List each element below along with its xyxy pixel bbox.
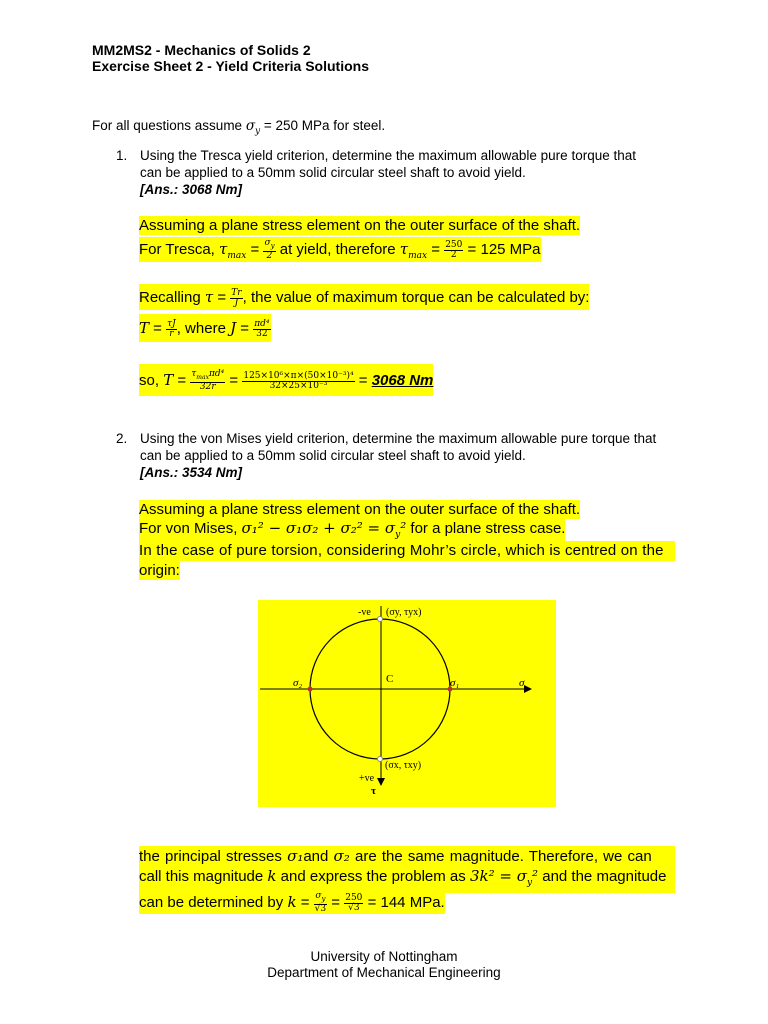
label-tau: τ [371,785,377,797]
q1-solution-line4: T = $\frac{\tau J}{r}$ , where J = $\frac{\text{πd⁴}}{32}$ [139,314,271,342]
q1-number: 1. [116,148,128,163]
label-center: C [386,673,394,685]
q2-solution-line6: call this magnitude k and express the problem as $3k^2 = \sigma_y^2$ and the magnitude [139,866,675,893]
q2-solution-line7: can be determined by k = $\frac{\sigma_y}{√3}$ = $\frac{250}{√3}$ = 144 MPa. [139,891,445,914]
footer-line1: University of Nottingham [310,949,458,964]
point-top [378,617,383,622]
point-bottom [378,757,383,762]
label-sigma1: σ₁ [450,677,460,689]
intro-text: For all questions assume $\sigma_y = 250$ MPa for steel. [92,118,386,137]
q1-line1: Using the Tresca yield criterion, determine the maximum allowable pure torque that [140,148,636,163]
label-pos-ve: +ve [359,773,375,784]
q2-number: 2. [116,431,128,446]
footer-line2: Department of Mechanical Engineering [267,965,501,980]
header-line1: MM2MS2 - Mechanics of Solids 2 [92,42,311,58]
q1-result: 3068 Nm [371,372,434,389]
q1-solution-line1: Assuming a plane stress element on the outer surface of the shaft. [139,217,581,234]
q1-line2: can be applied to a 50mm solid circular steel shaft to avoid yield. [140,165,526,180]
label-bottom-point: (σx, τxy) [385,760,422,771]
mohr-circle-diagram [258,600,556,807]
q2-solution-line3: In the case of pure torsion, considering Mohr’s circle, which is centred on the [139,541,675,561]
q2-answer: [Ans.: 3534 Nm] [140,465,243,480]
q2-solution-line1: Assuming a plane stress element on the outer surface of the shaft. [139,501,581,518]
label-sigma2: σ₂ [293,677,303,689]
q1-solution-line5: so, T = $\frac{\tau_{max}\pi d^4}{32r}$ = $\frac{\text{125×10⁶×π×(50×10⁻³)⁴}}{\text{32×25×10⁻³}}$ = 3068 Nm [139,364,433,396]
diagram-background [258,600,556,807]
label-top-point: (σy, τyx) [386,607,422,618]
point-sigma2 [308,687,313,692]
q2-line1: Using the von Mises yield criterion, determine the maximum allowable pure torque that [140,431,657,446]
label-neg-ve: -ve [358,607,371,618]
q1-solution-line3: Recalling τ = $\frac{Tr}{J}$ , the value of maximum torque can be calculated by: [139,284,589,310]
q2-solution-line4: origin: [139,562,180,579]
q1-solution-line2: For Tresca, $\tau_{max}$ = $\frac{\sigma_y}{2}$ at yield, therefore $\tau_{max}$ = $\frac{250}{2}$ = 125 MPa [139,238,541,261]
q1-answer: [Ans.: 3068 Nm] [140,182,243,197]
q2-solution-line2: For von Mises, $\sigma_1^2 - \sigma_1\sigma_2 + \sigma_2^2 = \sigma_y^2$ for a plane stress case. [139,519,565,545]
q2-line2: can be applied to a 50mm solid circular steel shaft to avoid yield. [140,448,526,463]
q2-solution-line5: the principal stresses σ₁and σ₂ are the same magnitude. Therefore, we can [139,846,675,867]
header-line2: Exercise Sheet 2 - Yield Criteria Solutions [92,58,369,74]
label-sigma-axis: σ [519,677,525,689]
